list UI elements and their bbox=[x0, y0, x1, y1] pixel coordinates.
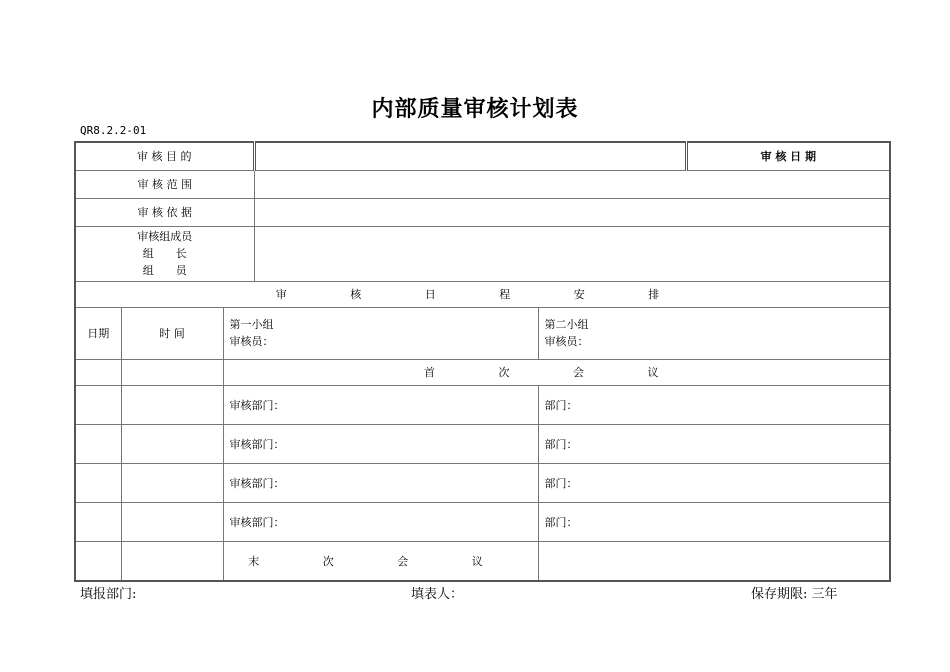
group2-name: 第二小组 bbox=[544, 318, 589, 331]
group2-dept[interactable]: 部门： bbox=[538, 385, 890, 424]
table-row bbox=[75, 463, 890, 502]
audit-date-label: 审 核 日 期 bbox=[686, 142, 890, 170]
group1-dept[interactable]: 审核部门： bbox=[223, 424, 538, 463]
group1-header bbox=[223, 307, 538, 359]
scope-label: 审 核 范 围 bbox=[75, 170, 254, 198]
group2-dept[interactable]: 部门： bbox=[538, 463, 890, 502]
group1-name: 第一小组 bbox=[229, 318, 274, 331]
basis-value[interactable] bbox=[254, 198, 890, 226]
group2-auditor[interactable]: 审核员： bbox=[544, 335, 589, 348]
group2-dept[interactable]: 部门： bbox=[538, 502, 890, 541]
row-time[interactable] bbox=[121, 424, 223, 463]
row-date[interactable] bbox=[75, 463, 121, 502]
team-row bbox=[75, 226, 890, 281]
team-members-label: 审核组成员 bbox=[137, 230, 193, 243]
row-time[interactable] bbox=[121, 463, 223, 502]
group2-dept[interactable]: 部门： bbox=[538, 424, 890, 463]
first-meeting-label: 首 次 会 议 bbox=[223, 359, 890, 385]
row-time[interactable] bbox=[121, 385, 223, 424]
row-date[interactable] bbox=[75, 424, 121, 463]
row-time[interactable] bbox=[121, 502, 223, 541]
table-row bbox=[75, 385, 890, 424]
last-meeting-row bbox=[75, 541, 890, 581]
team-value[interactable] bbox=[254, 226, 890, 281]
team-label-cell bbox=[75, 226, 254, 281]
last-meeting-time[interactable] bbox=[121, 541, 223, 581]
group1-dept[interactable]: 审核部门： bbox=[223, 385, 538, 424]
first-meeting-time[interactable] bbox=[121, 359, 223, 385]
schedule-heading: 审 核 日 程 安 排 bbox=[75, 281, 890, 307]
table-row bbox=[75, 424, 890, 463]
schedule-heading-row bbox=[75, 281, 890, 307]
group1-dept[interactable]: 审核部门： bbox=[223, 463, 538, 502]
filler-label: 填表人： bbox=[411, 587, 464, 602]
basis-row bbox=[75, 198, 890, 226]
team-member-label: 组 员 bbox=[142, 264, 187, 277]
reporting-dept-label: 填报部门: bbox=[80, 587, 137, 602]
scope-value[interactable] bbox=[254, 170, 890, 198]
schedule-columns-row bbox=[75, 307, 890, 359]
last-meeting-label: 末 次 会 议 bbox=[223, 541, 538, 581]
scope-row bbox=[75, 170, 890, 198]
last-meeting-date[interactable] bbox=[75, 541, 121, 581]
purpose-label: 审 核 目 的 bbox=[75, 142, 254, 170]
time-column-header: 时 间 bbox=[121, 307, 223, 359]
form-code: QR8.2.2-01 bbox=[80, 124, 147, 137]
row-date[interactable] bbox=[75, 385, 121, 424]
retention-period-label: 保存期限: 三年 bbox=[751, 587, 838, 602]
first-meeting-date[interactable] bbox=[75, 359, 121, 385]
audit-plan-table bbox=[74, 141, 891, 582]
first-meeting-row bbox=[75, 359, 890, 385]
basis-label: 审 核 依 据 bbox=[75, 198, 254, 226]
date-column-header: 日期 bbox=[75, 307, 121, 359]
row-date[interactable] bbox=[75, 502, 121, 541]
last-meeting-note[interactable] bbox=[538, 541, 890, 581]
group1-dept[interactable]: 审核部门： bbox=[223, 502, 538, 541]
team-leader-label: 组 长 bbox=[142, 247, 187, 260]
group1-auditor[interactable]: 审核员： bbox=[229, 335, 274, 348]
table-row bbox=[75, 502, 890, 541]
purpose-value[interactable] bbox=[254, 142, 686, 170]
purpose-row bbox=[75, 142, 890, 170]
document-title: 内部质量审核计划表 bbox=[371, 96, 579, 122]
group2-header bbox=[538, 307, 890, 359]
